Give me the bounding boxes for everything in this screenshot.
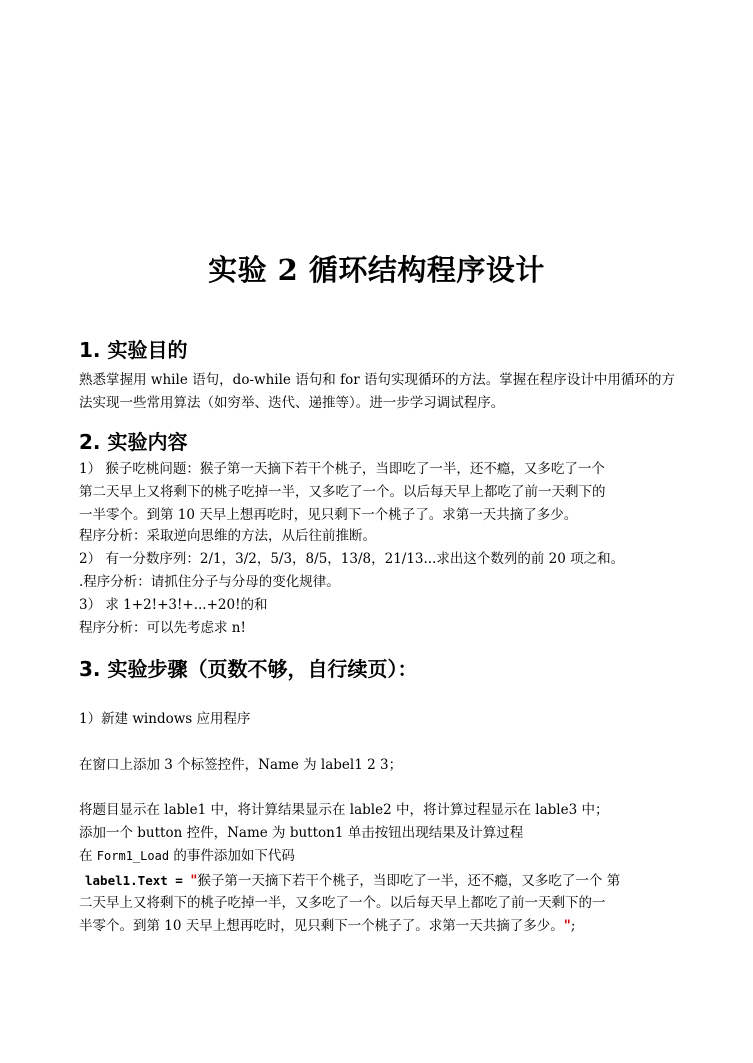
section-heading-content: 2. 实验内容 bbox=[79, 430, 188, 454]
section-heading-steps: 3. 实验步骤（页数不够，自行续页）： bbox=[79, 657, 418, 681]
code-string-line3: 半零个。到第 10 天早上想再吃时，见只剩下一个桃子了。求第一天共摘了多少。 bbox=[79, 918, 564, 934]
code-line-1 bbox=[85, 869, 681, 893]
document-title: 实验 2 循环结构程序设计 bbox=[208, 253, 545, 287]
step-1: 1）新建 windows 应用程序 bbox=[79, 711, 251, 727]
step-5-suffix: 的事件添加如下代码 bbox=[169, 848, 295, 864]
item2-line: 2） 有一分数序列：2/1，3/2，5/3，8/5，13/8，21/13...求出这个数列的前 20 项之和。 bbox=[79, 551, 625, 567]
step-4: 添加一个 button 控件，Name 为 button1 单击按钮出现结果及计算过程 bbox=[79, 825, 524, 841]
item1-line3: 一半零个。到第 10 天早上想再吃时，见只剩下一个桃子了。求第一天共摘了多少。 bbox=[79, 507, 578, 523]
step-3: 将题目显示在 lable1 中，将计算结果显示在 lable2 中，将计算过程显示在 lable3 中； bbox=[79, 802, 609, 818]
code-line-3 bbox=[79, 915, 675, 938]
code-terminator: ; bbox=[570, 918, 576, 934]
code-quote-close: " bbox=[563, 918, 571, 934]
step-5-prefix: 在 bbox=[79, 848, 97, 864]
code-string-line1: 猴子第一天摘下若干个桃子，当即吃了一半，还不瘾，又多吃了一个 第 bbox=[197, 873, 621, 889]
item1-analysis: 程序分析：采取逆向思维的方法，从后往前推断。 bbox=[79, 528, 376, 544]
item3-line: 3） 求 1+2!+3!+...+20!的和 bbox=[79, 597, 268, 613]
item3-analysis: 程序分析：可以先考虑求 n! bbox=[79, 620, 246, 636]
code-prefix: label1.Text = bbox=[85, 873, 191, 888]
step-5-code: Form1_Load bbox=[96, 849, 170, 863]
section-heading-purpose: 1. 实验目的 bbox=[79, 338, 188, 362]
item1-line1: 1） 猴子吃桃问题：猴子第一天摘下若干个桃子，当即吃了一半，还不瘾，又多吃了一个 bbox=[79, 461, 605, 477]
code-quote-open: " bbox=[190, 873, 198, 889]
item1-line2: 第二天早上又将剩下的桃子吃掉一半，又多吃了一个。以后每天早上都吃了前一天剩下的 bbox=[79, 484, 606, 500]
code-line-2: 二天早上又将剩下的桃子吃掉一半，又多吃了一个。以后每天早上都吃了前一天剩下的一 bbox=[79, 895, 606, 911]
step-2: 在窗口上添加 3 个标签控件，Name 为 label1 2 3； bbox=[79, 757, 403, 773]
step-5 bbox=[79, 845, 675, 868]
item2-analysis: .程序分析：请抓住分子与分母的变化规律。 bbox=[79, 574, 340, 590]
purpose-paragraph: 熟悉掌握用 while 语句，do-while 语句和 for 语句实现循环的方法。掌握在程序设计中用循环的方法实现一些常用算法（如穷举、迭代、递推等）。进一步学习调试程序。 bbox=[79, 372, 675, 411]
